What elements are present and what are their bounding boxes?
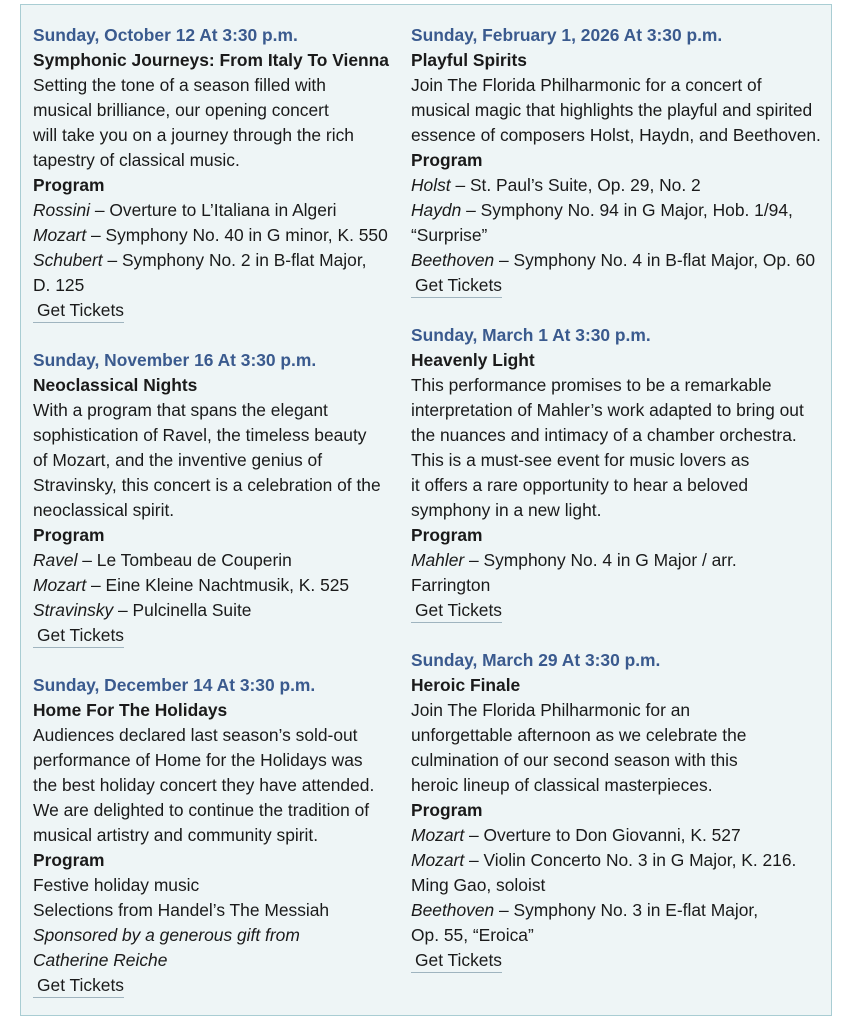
work-title: – Le Tombeau de Couperin	[77, 550, 292, 570]
program-item	[33, 248, 393, 273]
concert-description-line: Stravinsky, this concert is a celebration of the	[33, 475, 381, 495]
concert-description-line: sophistication of Ravel, the timeless beauty	[33, 425, 367, 445]
work-title: – Eine Kleine Nachtmusik, K. 525	[86, 575, 350, 595]
work-title: Farrington	[411, 575, 491, 595]
program-item	[411, 573, 821, 598]
work-title: Selections from Handel’s The Messiah	[33, 900, 330, 920]
work-title: – Symphony No. 40 in G minor, K. 550	[86, 225, 388, 245]
tickets-row	[411, 273, 821, 298]
concert-description-line: performance of Home for the Holidays was	[33, 750, 363, 770]
concert-date: Sunday, March 29 At 3:30 p.m.	[411, 650, 661, 670]
concert-description-line: it offers a rare opportunity to hear a beloved	[411, 475, 749, 495]
program-item	[411, 873, 821, 898]
concert-description-line: will take you on a journey through the rich	[33, 125, 354, 145]
concert-title: Heavenly Light	[411, 350, 535, 370]
tickets-row	[411, 598, 821, 623]
work-title: – Overture to Don Giovanni, K. 527	[464, 825, 741, 845]
composer-name: Holst	[411, 175, 451, 195]
concert-description-line: Join The Florida Philharmonic for an	[411, 700, 691, 720]
concert-description-line: essence of composers Holst, Haydn, and Beethoven.	[411, 125, 821, 145]
concert-description-line: This is a must-see event for music lovers as	[411, 450, 750, 470]
concert-description-line: neoclassical spirit.	[33, 500, 175, 520]
concert-date: Sunday, November 16 At 3:30 p.m.	[33, 350, 317, 370]
program-item	[33, 873, 393, 898]
concert-4	[411, 323, 821, 623]
composer-name: Ravel	[33, 550, 78, 570]
program-item	[411, 198, 821, 223]
concert-1	[33, 348, 393, 648]
program-item	[33, 223, 393, 248]
concert-0	[33, 23, 393, 323]
concert-2	[33, 673, 393, 998]
work-title: – Pulcinella Suite	[113, 600, 252, 620]
concert-description-line: musical brilliance, our opening concert	[33, 100, 329, 120]
composer-name: Mozart	[33, 575, 87, 595]
get-tickets-link[interactable]: Get Tickets	[33, 624, 124, 648]
composer-name: Mozart	[411, 825, 465, 845]
composer-name: Stravinsky	[33, 600, 114, 620]
composer-name: Beethoven	[411, 250, 495, 270]
work-title: – Overture to L’Italiana in Algeri	[90, 200, 337, 220]
sponsor-line: Sponsored by a generous gift from	[33, 925, 300, 945]
get-tickets-link[interactable]: Get Tickets	[411, 599, 502, 623]
concert-title: Home For The Holidays	[33, 700, 228, 720]
concert-description-line: tapestry of classical music.	[33, 150, 240, 170]
concert-date: Sunday, October 12 At 3:30 p.m.	[33, 25, 298, 45]
work-title: Festive holiday music	[33, 875, 200, 895]
program-item	[411, 248, 821, 273]
concert-description-line: This performance promises to be a remarkable	[411, 375, 772, 395]
concert-title: Neoclassical Nights	[33, 375, 198, 395]
concert-title: Playful Spirits	[411, 50, 527, 70]
tickets-row	[411, 948, 821, 973]
program-item	[411, 898, 821, 923]
program-item	[33, 273, 393, 298]
get-tickets-link[interactable]: Get Tickets	[411, 949, 502, 973]
concert-description-line: the nuances and intimacy of a chamber orchestra.	[411, 425, 797, 445]
concert-description-line: Join The Florida Philharmonic for a concert of	[411, 75, 762, 95]
work-title: – Symphony No. 2 in B-flat Major,	[102, 250, 367, 270]
tickets-row	[33, 623, 393, 648]
concert-description-line: Audiences declared last season’s sold-out	[33, 725, 358, 745]
work-title: – Symphony No. 94 in G Major, Hob. 1/94,	[461, 200, 793, 220]
program-item	[33, 573, 393, 598]
program-label: Program	[33, 850, 105, 870]
concert-description-line: the best holiday concert they have attended.	[33, 775, 375, 795]
program-item	[411, 848, 821, 873]
concert-description-line: of Mozart, and the inventive genius of	[33, 450, 323, 470]
program-label: Program	[33, 525, 105, 545]
concert-description-line: We are delighted to continue the tradition of	[33, 800, 370, 820]
program-item	[33, 898, 393, 923]
composer-name: Mahler	[411, 550, 465, 570]
program-label: Program	[33, 175, 105, 195]
left-column	[33, 23, 393, 1023]
composer-name: Beethoven	[411, 900, 495, 920]
concert-date: Sunday, December 14 At 3:30 p.m.	[33, 675, 316, 695]
concert-description-line: culmination of our second season with this	[411, 750, 738, 770]
get-tickets-link[interactable]: Get Tickets	[411, 274, 502, 298]
concert-description-line: interpretation of Mahler’s work adapted to bring out	[411, 400, 804, 420]
work-title: – Symphony No. 4 in B-flat Major, Op. 60	[494, 250, 816, 270]
concert-description-line: heroic lineup of classical masterpieces.	[411, 775, 713, 795]
concert-title: Symphonic Journeys: From Italy To Vienna	[33, 50, 389, 70]
program-label: Program	[411, 800, 483, 820]
sponsor-line: Catherine Reiche	[33, 950, 168, 970]
concert-description-line: Setting the tone of a season filled with	[33, 75, 326, 95]
concert-3	[411, 23, 821, 298]
concert-description-line: musical artistry and community spirit.	[33, 825, 319, 845]
program-item	[411, 173, 821, 198]
composer-name: Rossini	[33, 200, 91, 220]
concert-description-line: With a program that spans the elegant	[33, 400, 328, 420]
work-title: – Symphony No. 3 in E-flat Major,	[494, 900, 759, 920]
tickets-row	[33, 973, 393, 998]
concert-date: Sunday, March 1 At 3:30 p.m.	[411, 325, 651, 345]
get-tickets-link[interactable]: Get Tickets	[33, 974, 124, 998]
program-item	[411, 823, 821, 848]
program-item	[33, 598, 393, 623]
work-title: Ming Gao, soloist	[411, 875, 546, 895]
work-title: “Surprise”	[411, 225, 488, 245]
program-item	[33, 548, 393, 573]
program-label: Program	[411, 150, 483, 170]
concert-schedule-panel	[20, 4, 832, 1016]
concert-description-line: unforgettable afternoon as we celebrate the	[411, 725, 747, 745]
concert-title: Heroic Finale	[411, 675, 521, 695]
composer-name: Mozart	[411, 850, 465, 870]
tickets-row	[33, 298, 393, 323]
composer-name: Mozart	[33, 225, 87, 245]
concert-date: Sunday, February 1, 2026 At 3:30 p.m.	[411, 25, 723, 45]
concert-description-line: musical magic that highlights the playful and spirited	[411, 100, 813, 120]
work-title: – St. Paul’s Suite, Op. 29, No. 2	[450, 175, 701, 195]
right-column	[411, 23, 821, 998]
program-label: Program	[411, 525, 483, 545]
concert-description-line: symphony in a new light.	[411, 500, 602, 520]
program-item	[411, 548, 821, 573]
work-title: – Symphony No. 4 in G Major / arr.	[464, 550, 737, 570]
concert-5	[411, 648, 821, 973]
program-item	[411, 923, 821, 948]
composer-name: Haydn	[411, 200, 462, 220]
program-item	[33, 198, 393, 223]
work-title: D. 125	[33, 275, 85, 295]
composer-name: Schubert	[33, 250, 103, 270]
program-item	[411, 223, 821, 248]
get-tickets-link[interactable]: Get Tickets	[33, 299, 124, 323]
work-title: Op. 55, “Eroica”	[411, 925, 534, 945]
work-title: – Violin Concerto No. 3 in G Major, K. 216.	[464, 850, 797, 870]
